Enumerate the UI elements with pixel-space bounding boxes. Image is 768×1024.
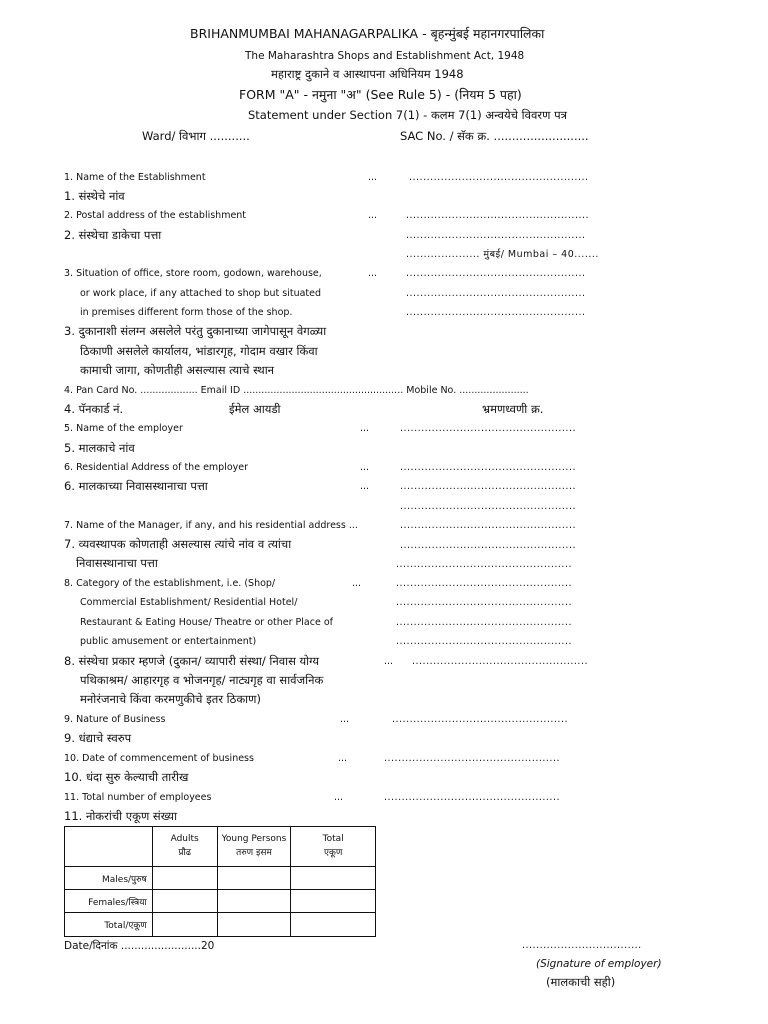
field-label: 4. पॅनकार्ड नं.: [64, 402, 124, 416]
field-separator: ...: [340, 714, 350, 725]
table-cell: [152, 913, 217, 937]
field-label: 5. मालकाचे नांव: [64, 441, 135, 455]
table-cell: [291, 913, 376, 937]
field-separator: ...: [360, 481, 370, 492]
field-blank: ..................................................: [400, 423, 576, 434]
col-header-young-persons: Young Persons तरुण इसम: [217, 827, 291, 867]
field-label: Commercial Establishment/ Residential Hotel/: [80, 597, 298, 608]
field-separator: ...: [334, 792, 344, 803]
field-label: 6. मालकाच्या निवासस्थानाचा पत्ता: [64, 479, 208, 493]
field-blank: ..................................................: [396, 636, 572, 647]
field-separator: ...: [360, 423, 370, 434]
col-header-adults: Adults प्रौढ: [152, 827, 217, 867]
table-cell: [291, 867, 376, 890]
field-blank: ...................................................: [406, 307, 586, 318]
act-title-english: The Maharashtra Shops and Establishment Act, 1948: [245, 50, 525, 62]
field-label: 8. संस्थेचा प्रकार म्हणजे (दुकान/ व्यापारी संस्था/ निवास योग्य: [64, 654, 320, 668]
field-label: 3. Situation of office, store room, godown, warehouse,: [64, 268, 322, 279]
row-label-males: Males/पुरुष: [65, 867, 153, 890]
field-blank: ...................................................: [409, 172, 589, 183]
field-separator: ...: [352, 578, 362, 589]
table-cell: [217, 913, 291, 937]
field-label: ठिकाणी असलेले कार्यालय, भांडारगृह, गोदाम वखार किंवा: [80, 344, 318, 358]
field-blank: ..................................................: [400, 540, 576, 551]
field-blank: ..................................................: [396, 617, 572, 628]
act-title-marathi: महाराष्ट्र दुकाने व आस्थापना अधिनियम 1948: [271, 67, 464, 81]
field-blank-mumbai: ..................... मुंबई/ Mumbai – 40.......: [406, 249, 599, 260]
field-label: निवासस्थानाचा पत्ता: [76, 556, 158, 570]
field-label: 1. संस्थेचे नांव: [64, 189, 125, 203]
field-label: 10. धंदा सुरु केल्याची तारीख: [64, 770, 189, 784]
email-label-marathi: ईमेल आयडी: [229, 402, 281, 416]
field-label: कामाची जागा, कोणतीही असल्यास त्याचे स्थान: [80, 363, 275, 377]
field-label: पथिकाश्रम/ आहारगृह व भोजनगृह/ नाट्यगृह वा सार्वजनिक: [80, 673, 324, 687]
field-label: 1. Name of the Establishment: [64, 172, 206, 183]
field-blank: ..................................................: [396, 578, 572, 589]
table-row: [65, 867, 376, 890]
signature-label-english: (Signature of employer): [536, 958, 662, 970]
field-blank: ...................................................: [406, 288, 586, 299]
field-label: 2. Postal address of the establishment: [64, 210, 247, 221]
field-label: 3. दुकानाशी संलग्न असलेले परंतु दुकानाच्या जागेपासून वेगळ्या: [64, 324, 327, 338]
field-blank: ..................................................: [400, 462, 576, 473]
col-header-total: Total एकूण: [291, 827, 376, 867]
form-title: FORM "A" - नमुना "अ" (See Rule 5) - (नियम 5 पहा): [239, 87, 522, 102]
field-label: 11. Total number of employees: [64, 792, 212, 803]
field-label: 5. Name of the employer: [64, 423, 183, 434]
date-field: Date/दिनांक ........................20: [64, 940, 215, 952]
table-cell: [217, 890, 291, 913]
corporation-title: BRIHANMUMBAI MAHANAGARPALIKA - बृहन्मुंबई महानगरपालिका: [190, 26, 545, 41]
field-separator: ...: [368, 268, 378, 279]
field-label: 9. Nature of Business: [64, 714, 166, 725]
table-corner-cell: [65, 827, 153, 867]
statement-title: Statement under Section 7(1) - कलम 7(1) अन्वयेचे विवरण पत्र: [248, 108, 567, 122]
field-blank: ..................................................: [384, 753, 560, 764]
field-blank: ..................................................: [400, 481, 576, 492]
table-row: [65, 913, 376, 937]
field-separator: ...: [368, 172, 378, 183]
mobile-label-marathi: भ्रमणध्वणी क्र.: [482, 402, 544, 416]
table-cell: [152, 867, 217, 890]
field-label: 6. Residential Address of the employer: [64, 462, 249, 473]
field-label: 2. संस्थेचा डाकेचा पत्ता: [64, 228, 162, 242]
field-blank: ..................................................: [396, 559, 572, 570]
field-blank: ..................................................: [392, 714, 568, 725]
field-separator: ...: [360, 462, 370, 473]
field-label: मनोरंजनाचे किंवा करमणुकीचे इतर ठिकाण): [80, 692, 261, 706]
field-label: 7. Name of the Manager, if any, and his residential address ...: [64, 520, 358, 531]
pan-email-mobile-row: 4. Pan Card No. ................... Email ID ..................................................... Mobile No. .......................: [64, 385, 529, 396]
ward-field: Ward/ विभाग ...........: [142, 129, 250, 143]
field-label: public amusement or entertainment): [80, 636, 257, 647]
field-label: 10. Date of commencement of business: [64, 753, 254, 764]
field-label: or work place, if any attached to shop but situated: [80, 288, 322, 299]
field-blank: ...................................................: [406, 268, 586, 279]
row-label-total: Total/एकूण: [65, 913, 153, 937]
field-separator: ...: [368, 210, 378, 221]
field-label: 8. Category of the establishment, i.e. (Shop/: [64, 578, 276, 589]
signature-label-marathi: (मालकाची सही): [546, 975, 616, 989]
sac-number-field: SAC No. / सॅक क्र. ..........................: [400, 129, 589, 143]
field-blank: ..................................................: [412, 656, 588, 667]
employees-count-table: [64, 826, 376, 937]
signature-blank: ..................................: [522, 940, 642, 951]
field-label: in premises different form those of the shop.: [80, 307, 293, 318]
field-separator: ...: [338, 753, 348, 764]
table-cell: [291, 890, 376, 913]
field-blank: ..................................................: [396, 597, 572, 608]
field-separator: ...: [384, 656, 394, 667]
field-label: 11. नोकरांची एकूण संख्या: [64, 809, 178, 823]
field-blank: ..................................................: [400, 520, 576, 531]
field-blank: ..................................................: [384, 792, 560, 803]
field-label: 9. धंद्याचे स्वरुप: [64, 731, 132, 745]
table-cell: [152, 890, 217, 913]
field-blank: ...................................................: [406, 230, 586, 241]
field-blank: ....................................................: [406, 210, 590, 221]
field-label: 7. व्यवस्थापक कोणताही असल्यास त्यांचे नांव व त्यांचा: [64, 537, 292, 551]
field-blank: ..................................................: [400, 501, 576, 512]
table-row: [65, 890, 376, 913]
table-cell: [217, 867, 291, 890]
field-label: Restaurant & Eating House/ Theatre or other Place of: [80, 617, 333, 628]
row-label-females: Females/स्त्रिया: [65, 890, 153, 913]
